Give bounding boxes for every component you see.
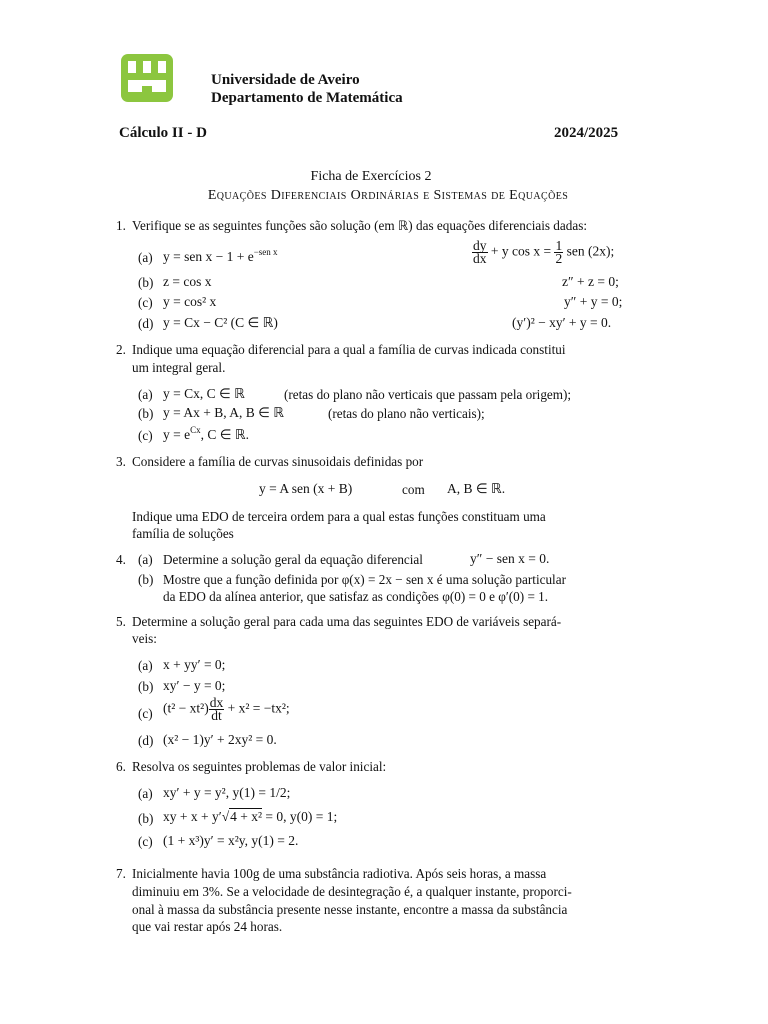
ex1-d-equation: (y′)² − xy′ + y = 0.: [512, 315, 612, 330]
ex7-line1: Inicialmente havia 100g de uma substância radiotiva. Após seis horas, a massa: [132, 866, 547, 881]
ex1-c-equation: y″ + y = 0;: [564, 294, 623, 309]
ex5-number: 5.: [116, 614, 126, 629]
ex5-b-label: (b): [138, 679, 154, 694]
ex7-number: 7.: [116, 866, 126, 881]
course-name: Cálculo II - D: [119, 125, 207, 141]
ex3-line1: Indique uma EDO de terceira ordem para a qual estas funções constituam uma: [132, 509, 546, 524]
ex2-number: 2.: [116, 342, 126, 357]
ex3-number: 3.: [116, 454, 126, 469]
ex1-d-label: (d): [138, 316, 154, 331]
ex1-text: Verifique se as seguintes funções são solução (em ℝ) das equações diferenciais dadas:: [132, 218, 587, 233]
ex6-c-equation: (1 + x³)y′ = x²y, y(1) = 2.: [163, 833, 299, 848]
academic-year: 2024/2025: [554, 125, 619, 141]
ex2-line2: um integral geral.: [132, 360, 226, 375]
ex1-number: 1.: [116, 218, 126, 233]
ex1-b-label: (b): [138, 275, 154, 290]
ex6-a-label: (a): [138, 786, 153, 801]
ex6-a-equation: xy′ + y = y², y(1) = 1/2;: [163, 785, 291, 800]
ex5-a-label: (a): [138, 658, 153, 673]
ex2-c-equation: $y = e^{Cx}$, C ∈ ℝ.: [163, 425, 249, 442]
ex4-b-line1: Mostre que a função definida por φ(x) = 2x − sen x é uma solução particular: [163, 572, 566, 587]
ex1-b-equation: z″ + z = 0;: [562, 274, 619, 289]
ex3-condition: A, B ∈ ℝ.: [447, 481, 506, 496]
ex4-a-equation: y″ − sen x = 0.: [470, 551, 550, 566]
ex3-equation: y = A sen (x + B): [259, 481, 353, 496]
ex1-c-label: (c): [138, 295, 153, 310]
ex4-b-label: (b): [138, 572, 154, 587]
ex2-b-label: (b): [138, 406, 154, 421]
ex1-a-function: y = sen $x - 1 + e^{-sen x}$: [163, 247, 278, 264]
ex1-d-function: y = Cx − C² (C ∈ ℝ): [163, 315, 278, 330]
ex2-line1: Indique uma equação diferencial para a qual a família de curvas indicada constitui: [132, 342, 566, 357]
ex4-a-label: (a): [138, 552, 153, 567]
ex3-com: com: [402, 482, 425, 497]
ex1-b-function: z = cos x: [163, 274, 212, 289]
ex2-a-label: (a): [138, 387, 153, 402]
ex5-line1: Determine a solução geral para cada uma das seguintes EDO de variáveis separá-: [132, 614, 562, 629]
ex2-c-label: (c): [138, 428, 153, 443]
ex5-b-equation: xy′ − y = 0;: [163, 678, 226, 693]
department-name: Departamento de Matemática: [211, 90, 403, 106]
ex6-b-equation: xy + x + y′√4 + x² = 0, y(0) = 1;: [163, 809, 338, 824]
ex2-b-equation: y = Ax + B, A, B ∈ ℝ: [163, 405, 284, 420]
ex7-line3: onal à massa da substância presente nesse instante, encontre a massa da substância: [132, 902, 568, 917]
sheet-title: Ficha de Exercícios 2: [310, 169, 432, 184]
ex5-line2: veis:: [132, 631, 157, 646]
ex5-a-equation: x + yy′ = 0;: [163, 657, 226, 672]
ex4-a-text: Determine a solução geral da equação diferencial: [163, 552, 423, 567]
ex6-number: 6.: [116, 759, 126, 774]
ex2-a-note: (retas do plano não verticais que passam pela origem);: [284, 387, 572, 402]
ex1-a-label: (a): [138, 250, 153, 265]
ex2-b-note: (retas do plano não verticais);: [328, 406, 485, 421]
ex5-c-equation: (t² − xt²) $\frac{dx}{dt}$ + x² = −tx²;: [163, 695, 290, 723]
ex3-text: Considere a família de curvas sinusoidais definidas por: [132, 454, 424, 469]
ex4-b-line2: da EDO da alínea anterior, que satisfaz as condições φ(0) = 0 e φ′(0) = 1.: [163, 589, 549, 604]
sheet-subtitle: Equações Diferenciais Ordinárias e Sistemas de Equações: [207, 188, 569, 203]
ex5-d-equation: (x² − 1)y′ + 2xy² = 0.: [163, 732, 277, 747]
ex6-b-label: (b): [138, 811, 154, 826]
ex4-number: 4.: [116, 552, 126, 567]
ex3-line2: família de soluções: [132, 526, 234, 541]
university-logo: [120, 53, 174, 103]
ex6-text: Resolva os seguintes problemas de valor inicial:: [132, 759, 387, 774]
ex7-line4: que vai restar após 24 horas.: [132, 919, 283, 934]
ex1-a-equation: $\frac{dy}{dx}$ + y cos x = $\frac{1}{2}$ sen (2x);: [473, 238, 615, 266]
ex7-line2: diminuiu em 3%. Se a velocidade de desintegração é, a qualquer instante, proporci-: [132, 884, 572, 899]
ex1-c-function: y = cos² x: [163, 294, 217, 309]
ex5-d-label: (d): [138, 733, 154, 748]
ex2-a-equation: y = Cx, C ∈ ℝ: [163, 386, 245, 401]
university-name: Universidade de Aveiro: [211, 72, 360, 88]
ex5-c-label: (c): [138, 706, 153, 721]
ex6-c-label: (c): [138, 834, 153, 849]
